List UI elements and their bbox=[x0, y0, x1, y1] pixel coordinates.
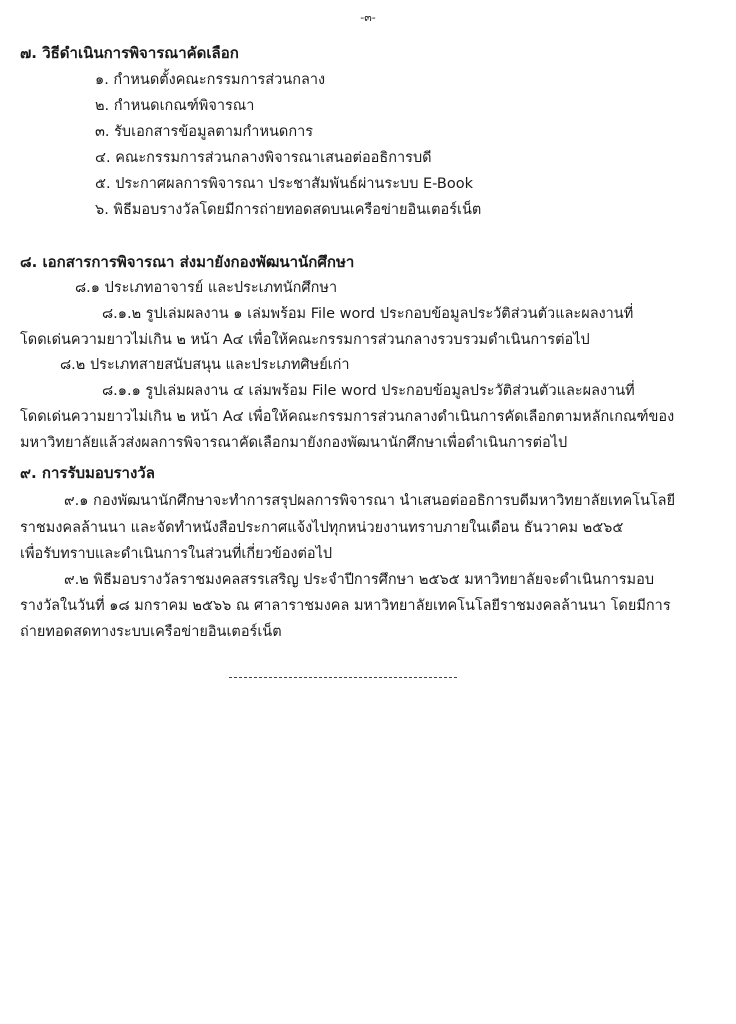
section-8-2-paragraph-line: มหาวิทยาลัยแล้วส่งผลการพิจารณาคัดเลือกมายังกองพัฒนานักศึกษาเพื่อดำเนินการต่อไป bbox=[20, 435, 568, 451]
section-9-title: ๙. การรับมอบรางวัล bbox=[20, 464, 155, 482]
section-7-item: ๑. กำหนดตั้งคณะกรรมการส่วนกลาง bbox=[95, 72, 326, 88]
section-8-2-paragraph-line: ๘.๑.๑ รูปเล่มผลงาน ๔ เล่มพร้อม File word ประกอบข้อมูลประวัติส่วนตัวและผลงานที่ bbox=[102, 383, 635, 399]
section-7-title: ๗. วิธีดำเนินการพิจารณาคัดเลือก bbox=[20, 44, 239, 62]
section-7-item: ๓. รับเอกสารข้อมูลตามกำหนดการ bbox=[95, 124, 314, 140]
section-7-item: ๒. กำหนดเกณฑ์พิจารณา bbox=[95, 98, 255, 114]
end-separator bbox=[229, 677, 457, 678]
section-9-1-paragraph-line: ราชมงคลล้านนา และจัดทำหนังสือประกาศแจ้งไปทุกหน่วยงานทราบภายในเดือน ธันวาคม ๒๕๖๕ bbox=[20, 520, 624, 536]
section-7-item: ๕. ประกาศผลการพิจารณา ประชาสัมพันธ์ผ่านระบบ E-Book bbox=[95, 176, 473, 192]
section-8-title: ๘. เอกสารการพิจารณา ส่งมายังกองพัฒนานักศึกษา bbox=[20, 253, 355, 271]
section-9-2-paragraph-line: ๙.๒ พิธีมอบรางวัลราชมงคลสรรเสริญ ประจำปีการศึกษา ๒๕๖๕ มหาวิทยาลัยจะดำเนินการมอบ bbox=[64, 572, 655, 588]
section-9-2-paragraph-line: รางวัลในวันที่ ๑๘ มกราคม ๒๕๖๖ ณ ศาลาราชมงคล มหาวิทยาลัยเทคโนโลยีราชมงคลล้านนา โดยมีการ bbox=[20, 598, 671, 614]
section-8-1-paragraph-line: ๘.๑.๒ รูปเล่มผลงาน ๑ เล่มพร้อม File word ประกอบข้อมูลประวัติส่วนตัวและผลงานที่ bbox=[102, 306, 634, 322]
section-8-2-paragraph-line: โดดเด่นความยาวไม่เกิน ๒ หน้า A๔ เพื่อให้คณะกรรมการส่วนกลางดำเนินการคัดเลือกตามหลักเกณฑ์ของ bbox=[20, 409, 675, 425]
section-9-1-paragraph-line: ๙.๑ กองพัฒนานักศึกษาจะทำการสรุปผลการพิจารณา นำเสนอต่ออธิการบดีมหาวิทยาลัยเทคโนโลยี bbox=[64, 493, 676, 509]
section-7-item: ๖. พิธีมอบรางวัลโดยมีการถ่ายทอดสดบนเครือข่ายอินเตอร์เน็ต bbox=[95, 202, 482, 218]
section-8-2-heading: ๘.๒ ประเภทสายสนับสนุน และประเภทศิษย์เก่า bbox=[60, 357, 350, 373]
section-8-1-paragraph-line: โดดเด่นความยาวไม่เกิน ๒ หน้า A๔ เพื่อให้คณะกรรมการส่วนกลางรวบรวมดำเนินการต่อไป bbox=[20, 332, 590, 348]
section-7-item: ๔. คณะกรรมการส่วนกลางพิจารณาเสนอต่ออธิการบดี bbox=[95, 150, 432, 166]
section-8-1-heading: ๘.๑ ประเภทอาจารย์ และประเภทนักศึกษา bbox=[75, 280, 338, 296]
section-9-2-paragraph-line: ถ่ายทอดสดทางระบบเครือข่ายอินเตอร์เน็ต bbox=[20, 624, 282, 640]
section-9-1-paragraph-line: เพื่อรับทราบและดำเนินการในส่วนที่เกี่ยวข้องต่อไป bbox=[20, 546, 333, 562]
page-number: -๓- bbox=[360, 11, 376, 24]
